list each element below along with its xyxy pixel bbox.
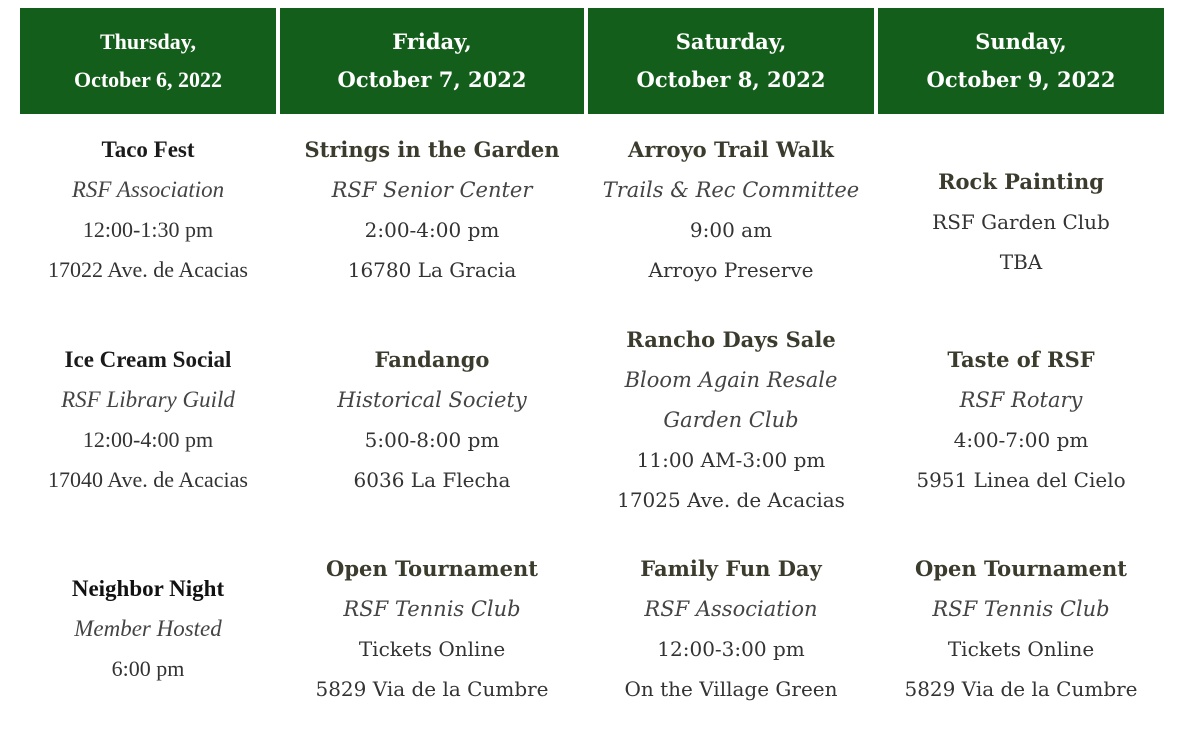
event-place: 5829 Via de la Cumbre	[315, 677, 549, 701]
events-grid	[20, 114, 1164, 714]
event-time: Tickets Online	[947, 637, 1095, 661]
event-open-tournament-friday	[280, 549, 584, 709]
day-date: October 7, 2022	[337, 67, 527, 92]
event-host: RSF Tennis Club	[932, 597, 1110, 621]
day-header-sunday	[878, 8, 1164, 114]
event-host: RSF Senior Center	[331, 178, 533, 202]
event-host: Bloom Again Resale	[624, 368, 838, 392]
day-weekday: Thursday,	[100, 29, 196, 54]
header-row	[20, 8, 1164, 114]
event-place: On the Village Green	[624, 677, 838, 701]
event-title: Rock Painting	[938, 169, 1104, 194]
event-host: RSF Association	[644, 597, 818, 621]
event-schedule	[20, 8, 1164, 714]
event-neighbor-night	[20, 569, 276, 689]
event-place: Arroyo Preserve	[648, 258, 814, 282]
day-header-thursday	[20, 8, 276, 114]
event-title: Taste of RSF	[947, 347, 1095, 372]
event-host: RSF Association	[71, 177, 225, 202]
event-title: Neighbor Night	[71, 576, 225, 601]
day-weekday: Saturday,	[675, 29, 787, 54]
event-title: Open Tournament	[915, 556, 1127, 581]
event-time: 5:00-8:00 pm	[364, 428, 500, 452]
event-family-fun-day	[588, 549, 874, 709]
event-title: Fandango	[374, 347, 490, 372]
event-arroyo-trail-walk	[588, 130, 874, 290]
event-strings-in-the-garden	[280, 130, 584, 290]
event-title: Rancho Days Sale	[626, 327, 836, 352]
day-date: October 8, 2022	[636, 67, 826, 92]
event-time: 6:00 pm	[111, 656, 185, 681]
event-rock-painting	[878, 162, 1164, 282]
event-host: Historical Society	[337, 388, 527, 412]
event-place: 17025 Ave. de Acacias	[617, 488, 845, 512]
event-title: Strings in the Garden	[304, 137, 560, 162]
event-place: 6036 La Flecha	[353, 468, 511, 492]
event-time: 12:00-3:00 pm	[657, 637, 805, 661]
day-column-sunday	[878, 114, 1164, 714]
event-title: Family Fun Day	[640, 556, 822, 581]
event-time: 12:00-1:30 pm	[82, 217, 214, 242]
event-ice-cream-social	[20, 340, 276, 500]
event-taste-of-rsf	[878, 340, 1164, 500]
event-time: Tickets Online	[358, 637, 506, 661]
day-weekday: Friday,	[392, 29, 472, 54]
event-place: 16780 La Gracia	[347, 258, 517, 282]
event-title: Taco Fest	[101, 137, 195, 162]
day-header-friday	[280, 8, 584, 114]
event-host: Member Hosted	[74, 616, 222, 641]
event-time: TBA	[999, 250, 1043, 274]
event-host: RSF Rotary	[959, 388, 1083, 412]
event-host: RSF Garden Club	[932, 210, 1110, 234]
day-weekday: Sunday,	[975, 29, 1067, 54]
event-host: RSF Tennis Club	[343, 597, 521, 621]
day-date: October 6, 2022	[73, 67, 223, 92]
event-taco-fest	[20, 130, 276, 290]
event-rancho-days-sale	[588, 320, 874, 520]
event-time: 11:00 AM-3:00 pm	[636, 448, 826, 472]
event-open-tournament-sunday	[878, 549, 1164, 709]
day-column-friday	[280, 114, 584, 714]
event-host-secondary: Garden Club	[663, 408, 799, 432]
event-time: 9:00 am	[689, 218, 773, 242]
event-title: Ice Cream Social	[64, 347, 232, 372]
event-host: Trails & Rec Committee	[602, 178, 860, 202]
event-time: 12:00-4:00 pm	[82, 427, 214, 452]
event-time: 2:00-4:00 pm	[364, 218, 500, 242]
event-place: 17040 Ave. de Acacias	[48, 467, 248, 492]
event-place: 5951 Linea del Cielo	[916, 468, 1126, 492]
event-title: Open Tournament	[326, 556, 538, 581]
day-date: October 9, 2022	[926, 67, 1116, 92]
event-place: 5829 Via de la Cumbre	[904, 677, 1138, 701]
day-header-saturday	[588, 8, 874, 114]
event-host: RSF Library Guild	[61, 387, 235, 412]
event-place: 17022 Ave. de Acacias	[48, 257, 248, 282]
event-title: Arroyo Trail Walk	[628, 137, 834, 162]
event-fandango	[280, 340, 584, 500]
day-column-thursday	[20, 114, 276, 714]
day-column-saturday	[588, 114, 874, 714]
event-time: 4:00-7:00 pm	[953, 428, 1089, 452]
